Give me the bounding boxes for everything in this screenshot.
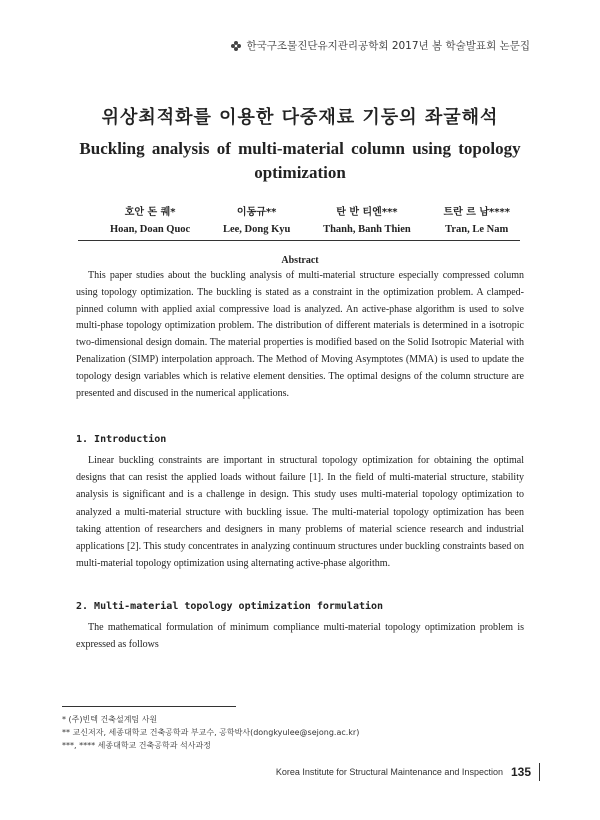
author-name-ko: 트란 르 남**** [443, 207, 510, 218]
divider [78, 240, 520, 241]
footnote: ***, **** 세종대학교 건축공학과 석사과정 [62, 741, 211, 750]
author-name-ko: 탄 반 티엔*** [336, 207, 398, 218]
author [110, 203, 190, 235]
author [223, 203, 290, 235]
author [323, 203, 411, 235]
korean-title: 위상최적화를 이용한 다중재료 기둥의 좌굴해석 [101, 107, 499, 128]
abstract-heading: Abstract [281, 255, 319, 266]
footnote: ** 교신저자, 세종대학교 건축공학과 부교수, 공학박사(dongkyulee@sejong.ac.kr) [62, 728, 360, 737]
formulation-text: The mathematical formulation of minimum compliance multi-material topology optimization problem is expressed as follows [76, 622, 524, 651]
journal-header [230, 38, 530, 53]
introduction-text: Linear buckling constraints are important in structural topology optimization for obtaining the optimal designs that can resist the applied loads without failure [1]. In the field of multi-material structure, stability analysis is significant and is a challenge in design. This study uses multi-material topology optimization to analyzed a multi-material structure with buckling issue. The multi-material topology optimization has been taking attention of researchers and designers in many problems of material science research and industrial applications [2]. This study concentrates in analyzing continuum structures under buckling constraints based on multi-material topology optimization using alternating active-phase algorithm. [76, 455, 524, 570]
author-name-ko: 이동규** [236, 207, 277, 218]
journal-header-text: 한국구조물진단유지관리공학회 2017년 봄 학술발표회 논문집 [246, 40, 530, 52]
author-list [110, 203, 510, 235]
section-heading-formulation: 2. Multi-material topology optimization formulation [76, 601, 384, 612]
author-name-en: Tran, Le Nam [445, 224, 509, 235]
page-number: 135 [510, 765, 531, 779]
author-name-ko: 호안 돈 퀘* [124, 207, 176, 218]
flower-icon [230, 40, 242, 52]
section-heading-introduction: 1. Introduction [76, 434, 167, 445]
page-footer [276, 763, 540, 781]
author-name-en: Hoan, Doan Quoc [110, 224, 191, 235]
author [443, 203, 510, 235]
footnote: * (주)빈텍 건축설계팀 사원 [62, 715, 158, 724]
footer-divider [539, 763, 540, 781]
footer-organization: Korea Institute for Structural Maintenance and Inspection [275, 767, 503, 777]
author-name-en: Lee, Dong Kyu [222, 224, 291, 235]
english-title: Buckling analysis of multi-material column using topology optimization [79, 139, 521, 182]
footnote-divider [62, 706, 236, 707]
footnotes [62, 713, 359, 752]
abstract-text: This paper studies about the buckling analysis of multi-material structure especially compressed column using topology optimization. The buckling is stated as a constraint in the optimization problem. A clamped-pinned column with applied axial compressive load is analyzed. An active-phase algorithm is used to solve multi-phase topology optimization problem. The distribution of different materials is determined in a isotropic two-dimensional design domain. The material properties is modified based on the Solid Isotropic Material with Penalization (SIMP) interpolation approach. The Method of Moving Asymptotes (MMA) is used to update the topology design variables which is relative element densities. The optimal designs of the column structure are presented and discused in the numerical applications. [76, 270, 524, 399]
author-name-en: Thanh, Banh Thien [323, 224, 411, 235]
